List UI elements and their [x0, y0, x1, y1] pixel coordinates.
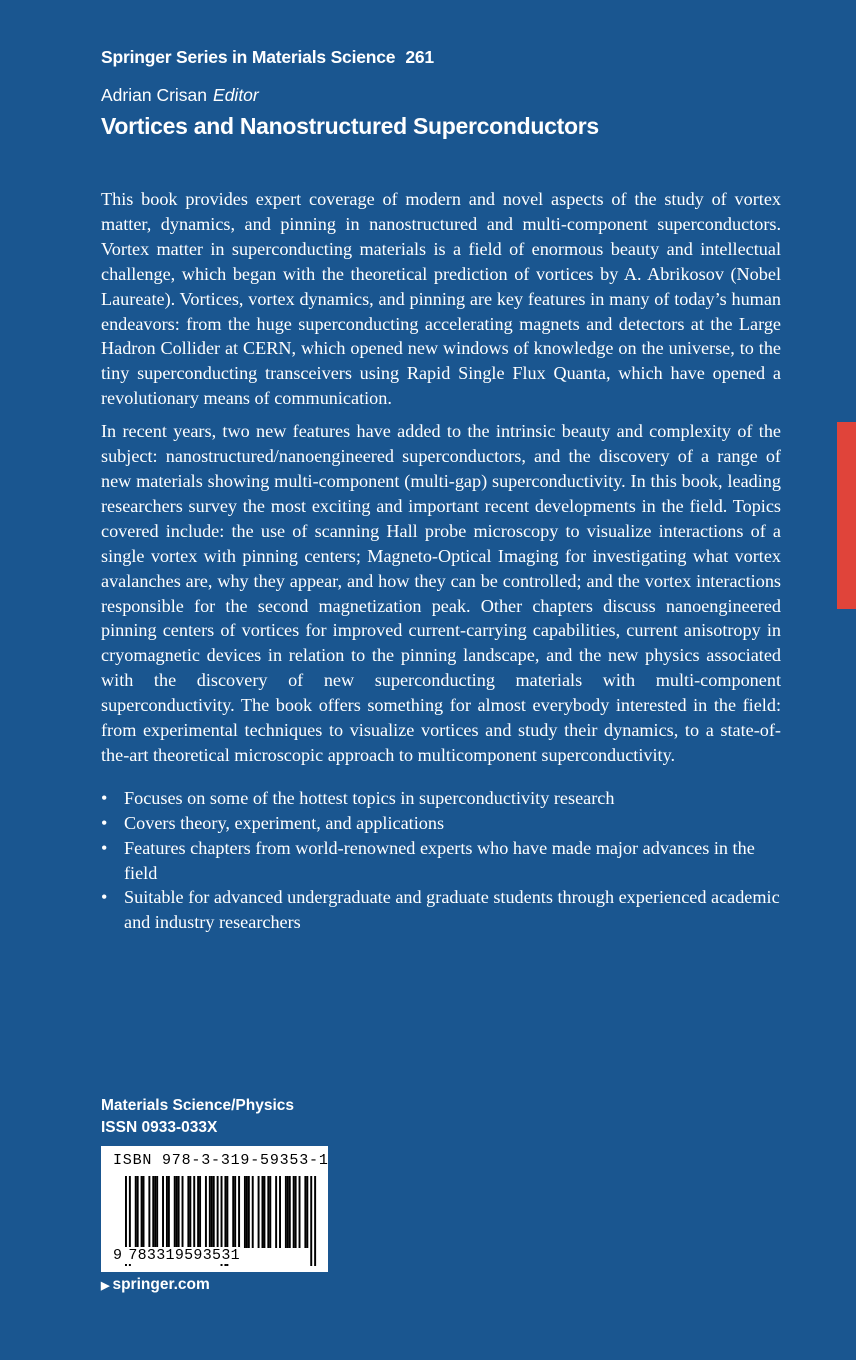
barcode-bar [293, 1176, 295, 1248]
barcode-bar [295, 1176, 297, 1248]
description-paragraph-2: In recent years, two new features have added to the intrinsic beauty and complexity of the subject: nanostructured/nanoengineered superconductors, and the discovery of a range of new materials showing multi-component (multi-gap) superconductivity. In this book, leading researchers survey the most exciting and important recent developments in the field. Topics covered include: the use of scanning Hall probe microscopy to visualize interactions of a single vortex with pinning centers; Magneto-Optical Imaging for investigating what vortex avalanches are, why they appear, and how they can be controlled; and the vortex interactions responsible for the second magnetization peak. Other chapters discuss nanoengineered pinning centers of vortices for improved current-carrying capabilities, current anisotropy in cryomagnetic devices in relation to the pinning landscape, and the new physics associated with the discovery of new superconducting materials with multi-component superconductivity. The book offers something for almost everybody interested in the field: from experimental techniques to visualize vortices and study their dynamics, to a state-of-the-art theoretical microscopic approach to multicomponent superconductivity. [101, 421, 781, 765]
website-link[interactable]: ▶ springer.com [101, 1276, 210, 1293]
series-volume: 261 [405, 47, 434, 67]
barcode-bar [174, 1176, 176, 1248]
barcode-bar [248, 1176, 250, 1248]
barcode-bar [178, 1176, 180, 1248]
bullet-icon: • [101, 887, 108, 908]
barcode-bar [209, 1176, 211, 1248]
barcode-bar [176, 1176, 178, 1248]
barcode-bar [217, 1176, 219, 1248]
barcode-bar [148, 1176, 150, 1248]
barcode-bar [141, 1176, 143, 1248]
barcode-bar [232, 1176, 234, 1248]
description [101, 187, 781, 935]
barcode-bar [304, 1176, 306, 1248]
barcode-bar [267, 1176, 269, 1248]
barcode-bar [137, 1176, 139, 1248]
subject-category: Materials Science/Physics [101, 1097, 295, 1114]
barcode-bar [168, 1176, 170, 1248]
barcode-bar [238, 1176, 240, 1248]
isbn-label: ISBN 978-3-319-59353-1 [113, 1152, 329, 1169]
barcode-bar [269, 1176, 271, 1248]
barcode-bar [193, 1176, 195, 1248]
barcode-bar [205, 1176, 207, 1248]
series-line [101, 47, 434, 68]
bullet-icon: • [101, 837, 108, 858]
barcode-bar [263, 1176, 265, 1248]
subject-block [101, 1095, 294, 1139]
book-title: Vortices and Nanostructured Superconductors [101, 113, 599, 139]
feature-item: • Focuses on some of the hottest topics in superconductivity research [101, 786, 781, 811]
issn: ISSN 0933-033X [101, 1119, 218, 1136]
bullet-icon: • [101, 812, 108, 833]
barcode-bar [285, 1176, 287, 1248]
editor-role: Editor [213, 85, 259, 105]
barcode-bar [262, 1176, 264, 1248]
barcode-digits: 9 783319593531 [113, 1247, 240, 1264]
barcode-bar [213, 1176, 215, 1248]
barcode-bar [289, 1176, 291, 1248]
barcode-bar [187, 1176, 189, 1248]
arrow-icon: ▶ [101, 1280, 110, 1292]
barcode-bar [197, 1176, 199, 1248]
barcode-bar [166, 1176, 168, 1248]
barcode-bar [279, 1176, 281, 1248]
barcode-bar [234, 1176, 236, 1248]
barcode-bar [199, 1176, 201, 1248]
barcode-bar [244, 1176, 246, 1248]
barcode-bar [162, 1176, 164, 1248]
barcode-bar [306, 1176, 308, 1248]
feature-item: • Covers theory, experiment, and applications [101, 811, 781, 836]
barcode-bar [314, 1176, 316, 1266]
accent-tab [837, 422, 856, 609]
barcode-bar [152, 1176, 154, 1248]
barcode-bar [310, 1176, 312, 1266]
isbn-barcode [101, 1146, 328, 1272]
barcode-bar [299, 1176, 301, 1248]
feature-item: • Suitable for advanced undergraduate and graduate students through experienced academic and industry researchers [101, 887, 780, 933]
barcode-bar [252, 1176, 254, 1248]
feature-list [101, 786, 781, 935]
barcode-bar [211, 1176, 213, 1248]
series-name: Springer Series in Materials Science [101, 47, 396, 67]
barcode-bar [182, 1176, 184, 1248]
barcode-bar [154, 1176, 156, 1248]
editor-name: Adrian Crisan [101, 85, 208, 105]
barcode-bar [135, 1176, 137, 1248]
bullet-icon: • [101, 787, 108, 808]
editor-line [101, 85, 259, 106]
barcode-bar [275, 1176, 277, 1248]
barcode-bar [287, 1176, 289, 1248]
description-paragraph-1: This book provides expert coverage of modern and novel aspects of the study of vortex matter, dynamics, and pinning in nanostructured and multi-component superconductors. Vortex matter in superconducting materials is a field of enormous beauty and intellectual challenge, which began with the theoretical prediction of vortices by A. Abrikosov (Nobel Laureate). Vortices, vortex dynamics, and pinning are key features in many of today’s human endeavors: from the huge superconducting accelerating magnets and detectors at the Large Hadron Collider at CERN, which opened new windows of knowledge on the universe, to the tiny superconducting transceivers using Rapid Single Flux Quanta, which have opened a revolutionary means of communication. [101, 189, 781, 409]
barcode-bar [189, 1176, 191, 1248]
feature-item: • Features chapters from world-renowned experts who have made major advances in the field [101, 837, 755, 883]
barcode-bar [156, 1176, 158, 1248]
barcode-bar [143, 1176, 145, 1248]
barcode-bar [258, 1176, 260, 1248]
barcode-bar [246, 1176, 248, 1248]
